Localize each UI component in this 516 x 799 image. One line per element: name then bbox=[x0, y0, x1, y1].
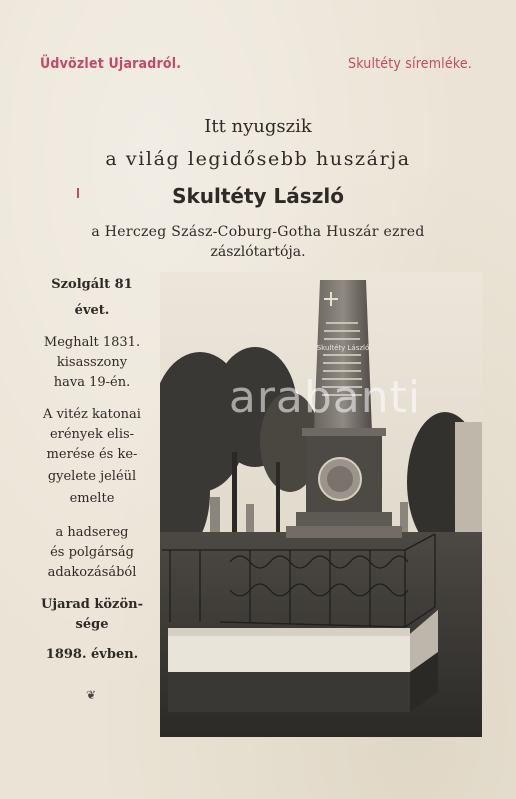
public-line-2: sége bbox=[75, 617, 109, 632]
monument-photograph bbox=[160, 272, 482, 737]
tribute-line-4: gyelete jeléül bbox=[47, 469, 137, 484]
tribute-line-5: emelte bbox=[69, 491, 115, 506]
greeting-title: Üdvözlet Ujaradról. bbox=[40, 56, 182, 72]
hussar-name: Skultéty László bbox=[172, 184, 344, 208]
tribute-line-2: erények elis- bbox=[49, 427, 135, 442]
watermark: arabanti bbox=[228, 372, 422, 423]
donors-line-2: és polgárság bbox=[50, 545, 134, 560]
public-line-1: Ujarad közön- bbox=[41, 597, 143, 612]
ornament-flourish-icon: ❦ bbox=[86, 688, 97, 702]
plaque-name: Skultéty László bbox=[316, 344, 370, 352]
tribute-line-1: A vitéz katonai bbox=[43, 407, 141, 422]
role-line: zászlótartója. bbox=[210, 244, 306, 260]
memorial-caption: Skultéty síremléke. bbox=[348, 56, 472, 72]
served-line-2: évet. bbox=[74, 303, 110, 318]
died-line-2: kisasszony bbox=[56, 355, 128, 370]
tribute-line-3: merése és ke- bbox=[46, 447, 138, 462]
donors-line-1: a hadsereg bbox=[55, 525, 129, 540]
served-line-1: Szolgált 81 bbox=[51, 277, 133, 292]
year-line: 1898. évben. bbox=[45, 647, 139, 662]
inscription-line-2: a világ legidősebb huszárja bbox=[105, 148, 411, 170]
donors-line-3: adakozásából bbox=[47, 565, 137, 580]
regiment-line: a Herczeg Szász-Coburg-Gotha Huszár ezred bbox=[91, 224, 425, 240]
inscription-line-1: Itt nyugszik bbox=[204, 116, 312, 137]
died-line-3: hava 19-én. bbox=[53, 375, 131, 390]
died-line-1: Meghalt 1831. bbox=[43, 335, 141, 350]
